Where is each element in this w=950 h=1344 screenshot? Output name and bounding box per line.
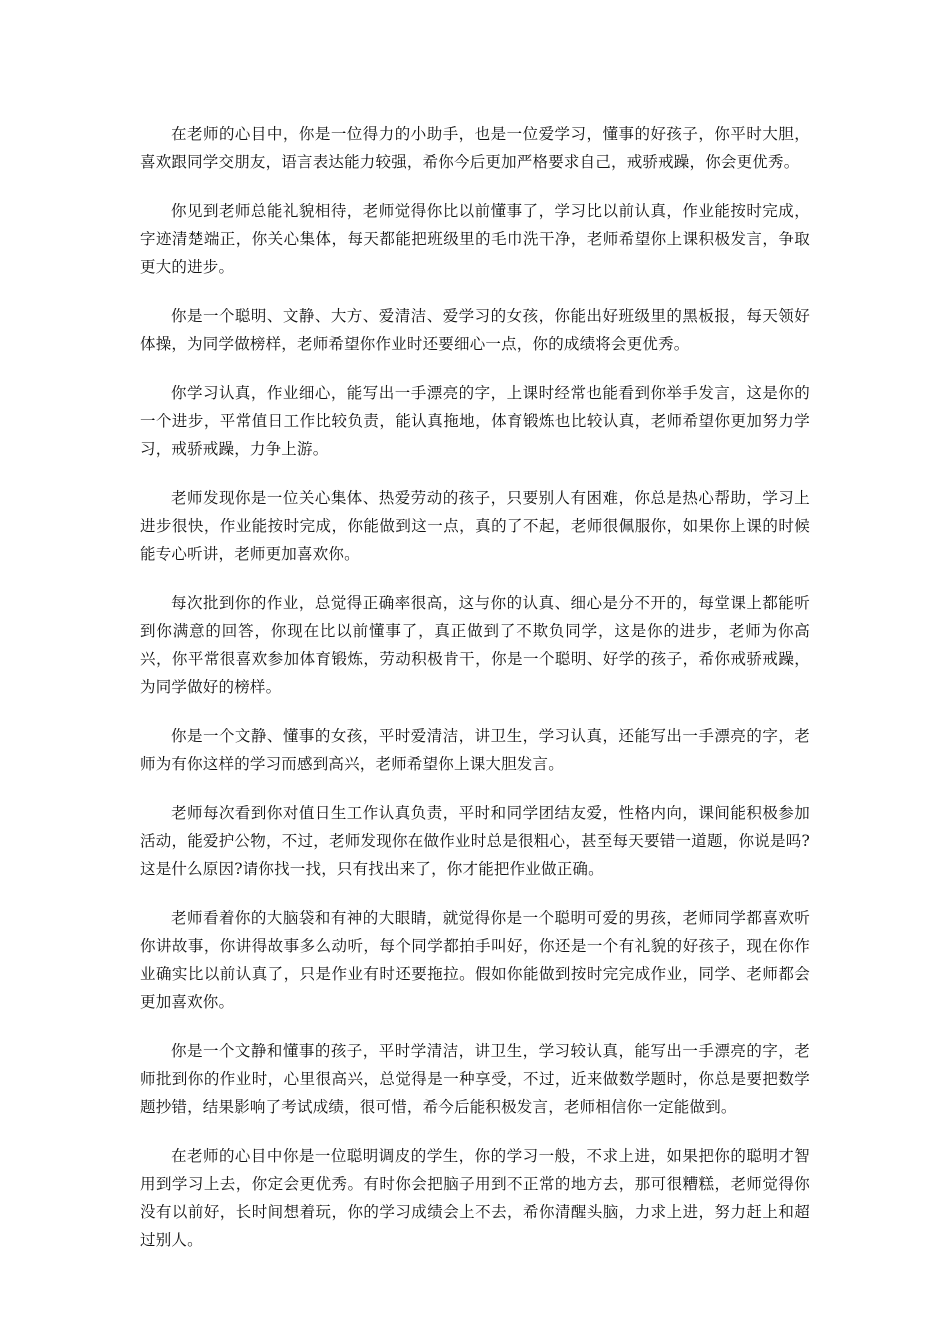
comment-paragraph-9: 老师看着你的大脑袋和有神的大眼睛，就觉得你是一个聪明可爱的男孩，老师同学都喜欢听你讲故事，你讲得故事多么动听，每个同学都拍手叫好，你还是一个有礼貌的好孩子，现在你作业确实比以前认真了，只是作业有时还要拖拉。假如你能做到按时完完成作业，同学、老师都会更加喜欢你。 (140, 909, 810, 1011)
comment-paragraph-1: 在老师的心目中，你是一位得力的小助手，也是一位爱学习，懂事的好孩子，你平时大胆，喜欢跟同学交朋友，语言表达能力较强，希你今后更加严格要求自己，戒骄戒躁，你会更优秀。 (140, 125, 810, 171)
comment-paragraph-7: 你是一个文静、懂事的女孩，平时爱清洁，讲卫生，学习认真，还能写出一手漂亮的字，老师为有你这样的学习而感到高兴，老师希望你上课大胆发言。 (140, 727, 810, 773)
comment-paragraph-8: 老师每次看到你对值日生工作认真负责，平时和同学团结友爱，性格内向，课间能积极参加活动，能爱护公物，不过，老师发现你在做作业时总是很粗心，甚至每天要错一道题，你说是吗?这是什么原因?请你找一找，只有找出来了，你才能把作业做正确。 (140, 804, 810, 878)
comment-paragraph-4: 你学习认真，作业细心，能写出一手漂亮的字，上课时经常也能看到你举手发言，这是你的一个进步，平常值日工作比较负责，能认真拖地，体育锻炼也比较认真，老师希望你更加努力学习，戒骄戒躁，力争上游。 (140, 384, 810, 458)
comment-paragraph-3: 你是一个聪明、文静、大方、爱清洁、爱学习的女孩，你能出好班级里的黑板报，每天领好体操，为同学做榜样，老师希望你作业时还要细心一点，你的成绩将会更优秀。 (140, 307, 810, 353)
comment-paragraph-11: 在老师的心目中你是一位聪明调皮的学生，你的学习一般，不求上进，如果把你的聪明才智用到学习上去，你定会更优秀。有时你会把脑子用到不正常的地方去，那可很糟糕，老师觉得你没有以前好，长时间想着玩，你的学习成绩会上不去，希你清醒头脑，力求上进，努力赶上和超过别人。 (140, 1147, 810, 1249)
comment-paragraph-2: 你见到老师总能礼貌相待，老师觉得你比以前懂事了，学习比以前认真，作业能按时完成，字迹清楚端正，你关心集体，每天都能把班级里的毛巾洗干净，老师希望你上课积极发言，争取更大的进步。 (140, 202, 810, 276)
comment-paragraph-5: 老师发现你是一位关心集体、热爱劳动的孩子，只要别人有困难，你总是热心帮助，学习上进步很快，作业能按时完成，你能做到这一点，真的了不起，老师很佩服你，如果你上课的时候能专心听讲，老师更加喜欢你。 (140, 489, 810, 563)
comment-paragraph-10: 你是一个文静和懂事的孩子，平时学清洁，讲卫生，学习较认真，能写出一手漂亮的字，老师批到你的作业时，心里很高兴，总觉得是一种享受，不过，近来做数学题时，你总是要把数学题抄错，结果影响了考试成绩，很可惜，希今后能积极发言，老师相信你一定能做到。 (140, 1042, 810, 1116)
document-page (140, 120, 810, 1275)
comment-paragraph-6: 每次批到你的作业，总觉得正确率很高，这与你的认真、细心是分不开的，每堂课上都能听到你满意的回答，你现在比以前懂事了，真正做到了不欺负同学，这是你的进步，老师为你高兴，你平常很喜欢参加体育锻炼，劳动积极肯干，你是一个聪明、好学的孩子，希你戒骄戒躁，为同学做好的榜样。 (140, 594, 810, 696)
